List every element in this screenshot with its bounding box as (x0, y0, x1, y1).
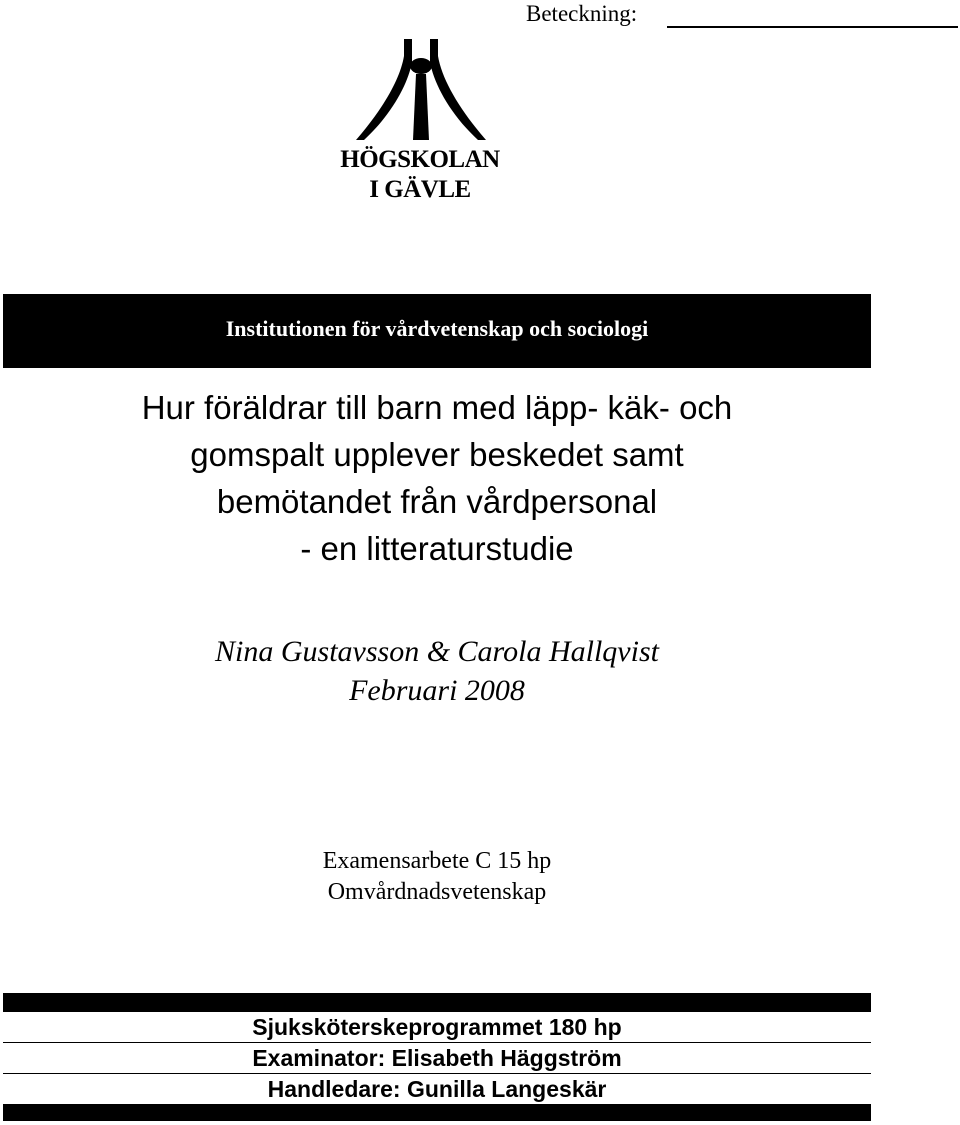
logo-line-2: I GÄVLE (369, 176, 471, 203)
publication-date: Februari 2008 (349, 674, 525, 707)
thesis-title (0, 384, 874, 572)
program-name: Sjuksköterskeprogrammet 180 hp (3, 1012, 871, 1042)
exam-info (0, 846, 874, 908)
title-line: gomspalt upplever beskedet samt (190, 436, 684, 473)
authors-section (0, 632, 874, 710)
logo-wordmark (310, 145, 530, 205)
title-line: Hur föräldrar till barn med läpp- käk- och (141, 389, 733, 426)
exam-type: Examensarbete C 15 hp (322, 848, 552, 874)
institution-banner (3, 294, 871, 368)
beteckning-field (667, 26, 958, 28)
university-logo-icon (356, 36, 486, 144)
title-line: bemötandet från vårdpersonal (216, 483, 658, 520)
exam-subject: Omvårdnadsvetenskap (327, 879, 547, 905)
beteckning-label: Beteckning: (526, 1, 638, 26)
program-banner (3, 993, 871, 1121)
institution-name: Institutionen för vårdvetenskap och sociologi (225, 316, 649, 341)
title-line: - en litteraturstudie (300, 530, 574, 567)
author-names: Nina Gustavsson & Carola Hallqvist (215, 635, 659, 668)
supervisor-name: Handledare: Gunilla Langeskär (3, 1074, 871, 1104)
logo-line-1: HÖGSKOLAN (340, 146, 500, 173)
examiner-name: Examinator: Elisabeth Häggström (3, 1043, 871, 1073)
